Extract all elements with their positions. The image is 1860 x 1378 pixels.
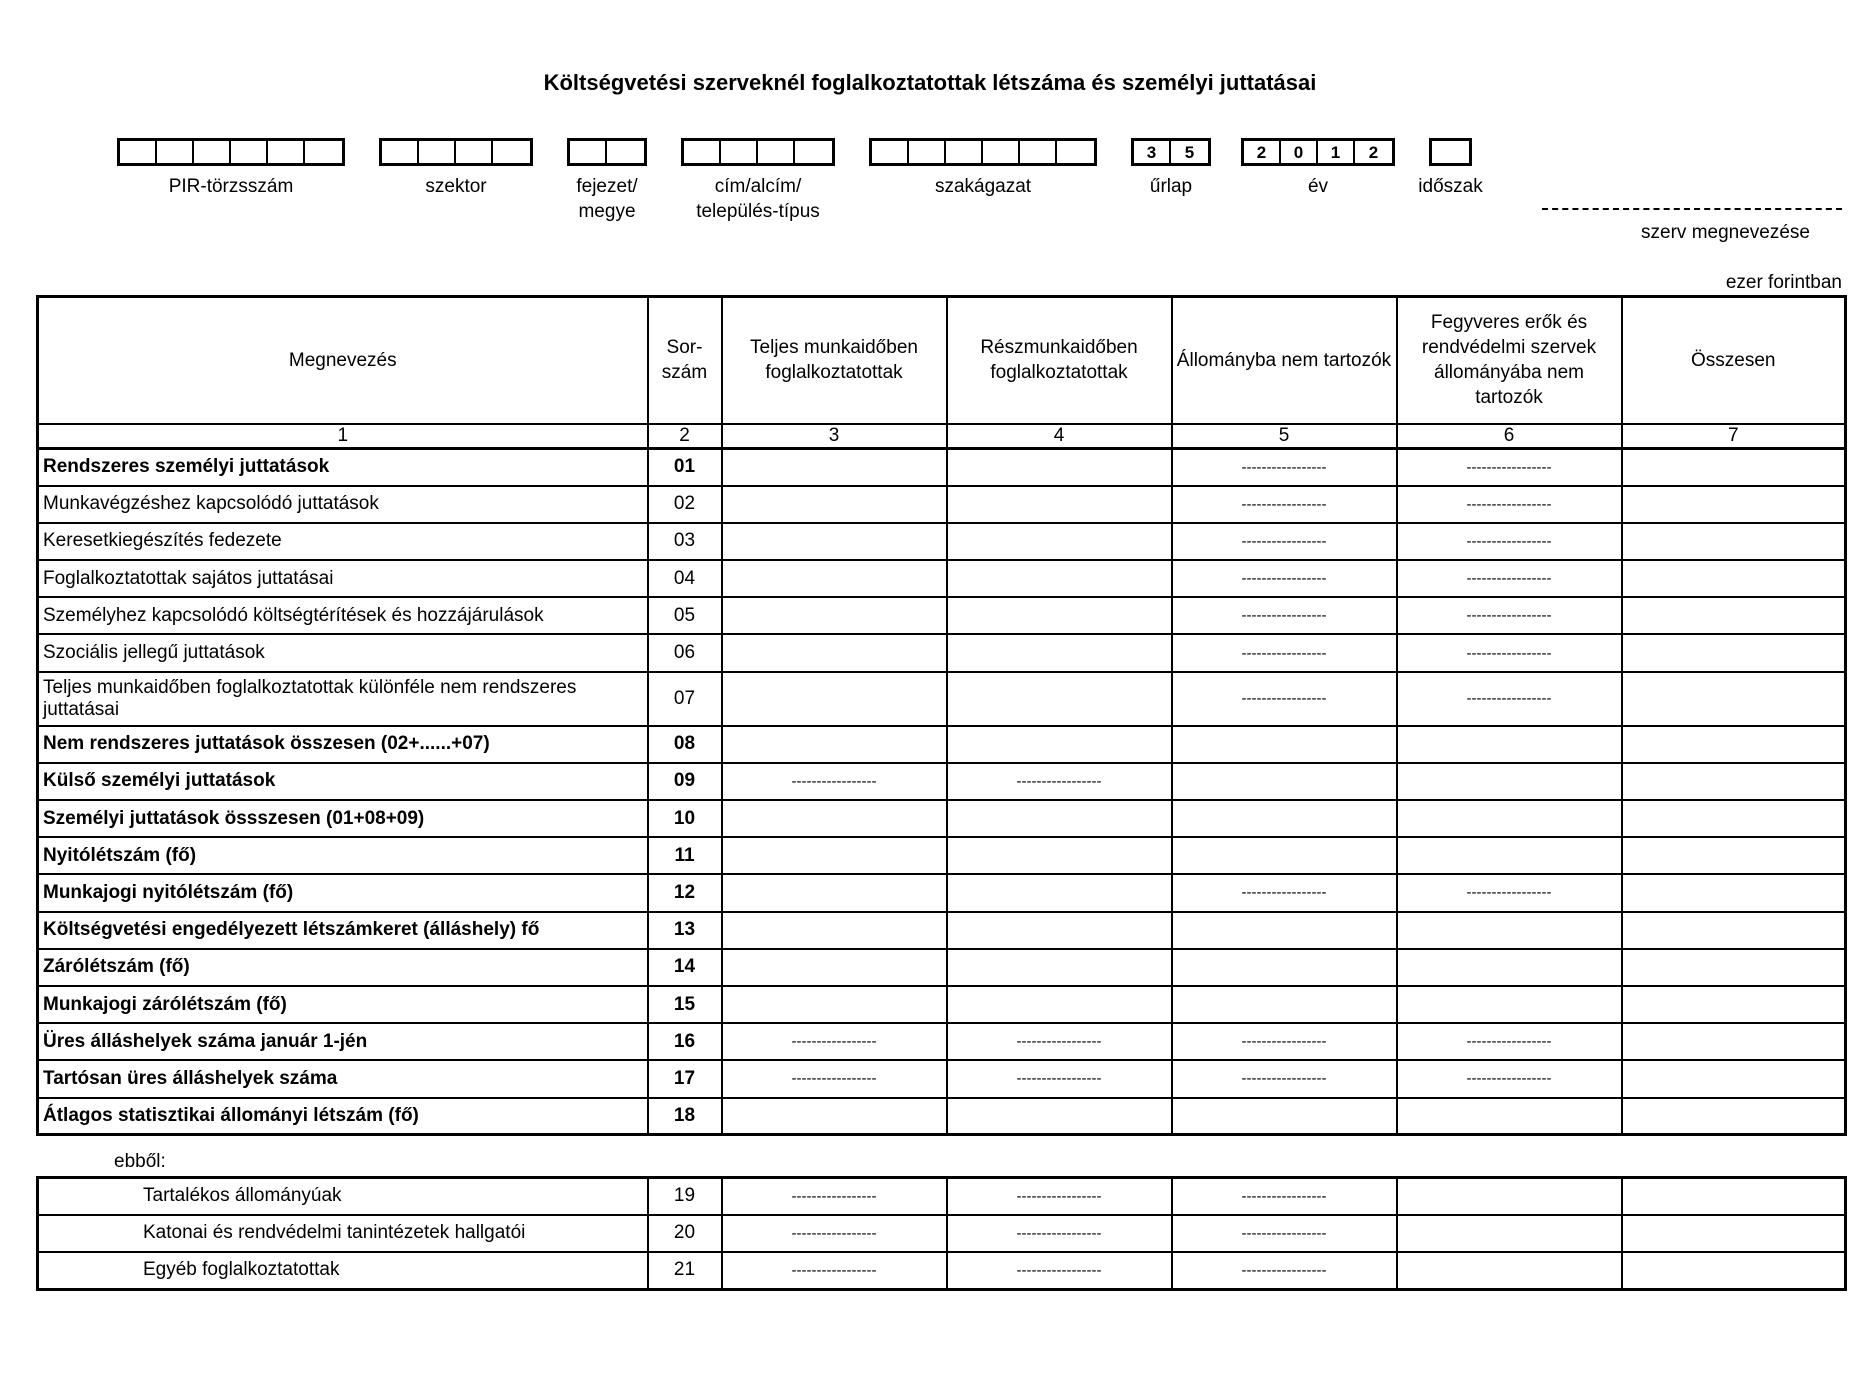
input-cell[interactable]: [722, 449, 947, 486]
code-cell[interactable]: 0: [1281, 141, 1318, 163]
input-cell[interactable]: [1622, 726, 1846, 763]
column-header: Teljes munkaidőben foglalkoztatottak: [722, 297, 947, 424]
row-number: 06: [648, 634, 722, 671]
row-label: Foglalkoztatottak sajátos juttatásai: [38, 560, 648, 597]
table-row: [38, 1215, 1846, 1252]
input-cell[interactable]: [722, 800, 947, 837]
table-row: [38, 874, 1846, 911]
input-cell[interactable]: [1622, 1060, 1846, 1097]
column-number-row: [38, 424, 1846, 449]
row-number: 11: [648, 837, 722, 874]
code-cell[interactable]: [382, 141, 419, 163]
not-applicable-cell: -----------------: [947, 1060, 1172, 1097]
row-number: 12: [648, 874, 722, 911]
column-number: 3: [722, 424, 947, 449]
column-header: Megnevezés: [38, 297, 648, 424]
code-cell[interactable]: [305, 141, 342, 163]
input-cell[interactable]: [1622, 800, 1846, 837]
code-cell[interactable]: [758, 141, 795, 163]
row-label: Átlagos statisztikai állományi létszám (fő): [38, 1098, 648, 1135]
input-cell[interactable]: [722, 912, 947, 949]
input-cell[interactable]: [947, 449, 1172, 486]
table-row: [38, 1023, 1846, 1060]
input-cell[interactable]: [947, 986, 1172, 1023]
input-cell[interactable]: [722, 986, 947, 1023]
not-applicable-cell: -----------------: [1172, 1252, 1397, 1289]
table-row: [38, 726, 1846, 763]
header-row: [38, 297, 1846, 424]
input-cell[interactable]: [722, 837, 947, 874]
input-cell[interactable]: [1622, 837, 1846, 874]
input-cell[interactable]: [947, 523, 1172, 560]
code-cell[interactable]: [120, 141, 157, 163]
input-cell[interactable]: [947, 634, 1172, 671]
not-applicable-cell: -----------------: [1172, 1023, 1397, 1060]
not-applicable-cell: -----------------: [1172, 672, 1397, 726]
column-header: Fegyveres erők és rendvédelmi szervek állományába nem tartozók: [1397, 297, 1622, 424]
row-number: 02: [648, 486, 722, 523]
input-cell[interactable]: [1622, 986, 1846, 1023]
input-cell[interactable]: [1397, 1252, 1622, 1289]
code-label: év: [1307, 176, 1329, 197]
input-cell[interactable]: [947, 874, 1172, 911]
code-group: [869, 138, 1097, 197]
table-row: [38, 449, 1846, 486]
code-label: szakágazat: [934, 176, 1032, 197]
row-number: 09: [648, 763, 722, 800]
not-applicable-cell: -----------------: [722, 1252, 947, 1289]
main-table: [36, 295, 1847, 1136]
code-cell[interactable]: 1: [1318, 141, 1355, 163]
code-boxes: [681, 138, 835, 166]
code-group: [379, 138, 533, 197]
code-group: [1241, 138, 1395, 197]
input-cell[interactable]: [947, 726, 1172, 763]
table-row: [38, 1098, 1846, 1135]
input-cell[interactable]: [722, 726, 947, 763]
table-row: [38, 763, 1846, 800]
not-applicable-cell: -----------------: [947, 1178, 1172, 1215]
not-applicable-cell: -----------------: [1172, 1215, 1397, 1252]
input-cell[interactable]: [1397, 1098, 1622, 1135]
input-cell[interactable]: [1397, 726, 1622, 763]
input-cell[interactable]: [1622, 912, 1846, 949]
row-label: Tartalékos állományúak: [38, 1178, 648, 1215]
input-cell[interactable]: [1397, 1215, 1622, 1252]
column-number: 2: [648, 424, 722, 449]
table-row: [38, 837, 1846, 874]
code-group: [1418, 138, 1483, 197]
input-cell[interactable]: [947, 597, 1172, 634]
table-row: [38, 986, 1846, 1023]
code-cell[interactable]: [1020, 141, 1057, 163]
not-applicable-cell: -----------------: [947, 1215, 1172, 1252]
row-label: Zárólétszám (fő): [38, 949, 648, 986]
input-cell[interactable]: [947, 560, 1172, 597]
input-cell[interactable]: [1172, 949, 1397, 986]
input-cell[interactable]: [722, 949, 947, 986]
code-cell[interactable]: [872, 141, 909, 163]
row-number: 14: [648, 949, 722, 986]
row-label: Teljes munkaidőben foglalkoztatottak különféle nem rendszeres juttatásai: [38, 672, 648, 726]
row-label: Tartósan üres álláshelyek száma: [38, 1060, 648, 1097]
input-cell[interactable]: [1397, 837, 1622, 874]
row-label: Üres álláshelyek száma január 1-jén: [38, 1023, 648, 1060]
not-applicable-cell: -----------------: [1397, 634, 1622, 671]
not-applicable-cell: -----------------: [1172, 597, 1397, 634]
code-cell[interactable]: [795, 141, 832, 163]
input-cell[interactable]: [1172, 986, 1397, 1023]
input-cell[interactable]: [722, 1098, 947, 1135]
code-group: [681, 138, 835, 222]
not-applicable-cell: -----------------: [1172, 1178, 1397, 1215]
code-cell[interactable]: [268, 141, 305, 163]
input-cell[interactable]: [1622, 1178, 1846, 1215]
row-label: Munkavégzéshez kapcsolódó juttatások: [38, 486, 648, 523]
input-cell[interactable]: [722, 486, 947, 523]
row-label: Költségvetési engedélyezett létszámkeret (álláshely) fő: [38, 912, 648, 949]
input-cell[interactable]: [1172, 912, 1397, 949]
row-number: 04: [648, 560, 722, 597]
not-applicable-cell: -----------------: [1172, 1060, 1397, 1097]
not-applicable-cell: -----------------: [1397, 523, 1622, 560]
code-cell[interactable]: 5: [1184, 143, 1195, 162]
code-label: űrlap: [1149, 176, 1193, 197]
code-label: cím/alcím/ település-típus: [696, 176, 820, 222]
row-label: Nem rendszeres juttatások összesen (02+......+07): [38, 726, 648, 763]
row-number: 08: [648, 726, 722, 763]
column-header: Állományba nem tartozók: [1172, 297, 1397, 424]
table-row: [38, 672, 1846, 726]
table-row: [38, 560, 1846, 597]
code-cell[interactable]: [721, 141, 758, 163]
row-label: Személyi juttatások össszesen (01+08+09): [38, 800, 648, 837]
not-applicable-cell: -----------------: [1397, 874, 1622, 911]
input-cell[interactable]: [1172, 726, 1397, 763]
not-applicable-cell: -----------------: [1397, 449, 1622, 486]
code-cell[interactable]: [570, 141, 607, 163]
input-cell[interactable]: [1397, 912, 1622, 949]
input-cell[interactable]: [1622, 672, 1846, 726]
input-cell[interactable]: [722, 560, 947, 597]
code-cell[interactable]: [456, 141, 493, 163]
input-cell[interactable]: [1397, 800, 1622, 837]
input-cell[interactable]: [722, 597, 947, 634]
row-label: Egyéb foglalkoztatottak: [38, 1252, 648, 1289]
code-boxes: [379, 138, 533, 166]
code-cell[interactable]: [419, 141, 456, 163]
code-cell[interactable]: [493, 141, 530, 163]
sub-table: [36, 1176, 1847, 1291]
not-applicable-cell: -----------------: [1397, 597, 1622, 634]
input-cell[interactable]: [1622, 449, 1846, 486]
table-row: [38, 597, 1846, 634]
input-cell[interactable]: [722, 874, 947, 911]
table-row: [38, 800, 1846, 837]
not-applicable-cell: -----------------: [1172, 486, 1397, 523]
table-row: [38, 523, 1846, 560]
row-label: Munkajogi zárólétszám (fő): [38, 986, 648, 1023]
input-cell[interactable]: [1397, 1178, 1622, 1215]
input-cell[interactable]: [722, 634, 947, 671]
row-label: Keresetkiegészítés fedezete: [38, 523, 648, 560]
code-label: fejezet/ megye: [576, 176, 638, 222]
row-label: Szociális jellegű juttatások: [38, 634, 648, 671]
not-applicable-cell: -----------------: [1397, 486, 1622, 523]
org-name-label: szerv megnevezése: [1641, 222, 1810, 243]
input-cell[interactable]: [947, 672, 1172, 726]
column-header: Összesen: [1622, 297, 1846, 424]
code-cell[interactable]: [946, 141, 983, 163]
code-cell[interactable]: [1432, 141, 1469, 163]
row-label: Nyitólétszám (fő): [38, 837, 648, 874]
input-cell[interactable]: [1622, 763, 1846, 800]
input-cell[interactable]: [947, 486, 1172, 523]
row-number: 20: [648, 1215, 722, 1252]
input-cell[interactable]: [947, 912, 1172, 949]
table-row: [38, 1178, 1846, 1215]
input-cell[interactable]: [1622, 523, 1846, 560]
not-applicable-cell: -----------------: [1172, 560, 1397, 597]
code-cell[interactable]: [607, 141, 644, 163]
code-boxes: [869, 138, 1097, 166]
code-boxes: [117, 138, 345, 166]
not-applicable-cell: -----------------: [947, 1023, 1172, 1060]
table-row: [38, 1060, 1846, 1097]
code-cell[interactable]: 3: [1134, 141, 1171, 163]
input-cell[interactable]: [1622, 1215, 1846, 1252]
input-cell[interactable]: [1622, 560, 1846, 597]
not-applicable-cell: -----------------: [947, 1252, 1172, 1289]
row-number: 03: [648, 523, 722, 560]
code-group: [117, 138, 345, 197]
ebbol-label: ebből:: [114, 1151, 166, 1172]
row-number: 13: [648, 912, 722, 949]
input-cell[interactable]: [1622, 597, 1846, 634]
row-number: 18: [648, 1098, 722, 1135]
input-cell[interactable]: [947, 949, 1172, 986]
input-cell[interactable]: [722, 672, 947, 726]
column-header: Részmunkaidőben foglalkoztatottak: [947, 297, 1172, 424]
column-header: Sor- szám: [648, 297, 722, 424]
row-label: Személyhez kapcsolódó költségtérítések és hozzájárulások: [38, 597, 648, 634]
not-applicable-cell: -----------------: [1172, 449, 1397, 486]
input-cell[interactable]: [947, 1098, 1172, 1135]
unit-label: ezer forintban: [1725, 272, 1842, 293]
input-cell[interactable]: [1397, 986, 1622, 1023]
not-applicable-cell: -----------------: [722, 1178, 947, 1215]
code-cell[interactable]: [194, 141, 231, 163]
table-row: [38, 912, 1846, 949]
not-applicable-cell: -----------------: [722, 1060, 947, 1097]
code-group: [567, 138, 647, 222]
input-cell[interactable]: [1622, 874, 1846, 911]
not-applicable-cell: -----------------: [1172, 874, 1397, 911]
row-label: Külső személyi juttatások: [38, 763, 648, 800]
column-number: 1: [38, 424, 648, 449]
code-cell[interactable]: 2: [1368, 143, 1379, 162]
input-cell[interactable]: [1622, 1098, 1846, 1135]
column-number: 6: [1397, 424, 1622, 449]
input-cell[interactable]: [1397, 763, 1622, 800]
code-cell[interactable]: [684, 141, 721, 163]
row-number: 05: [648, 597, 722, 634]
input-cell[interactable]: [1622, 949, 1846, 986]
row-label: Munkajogi nyitólétszám (fő): [38, 874, 648, 911]
table-row: [38, 634, 1846, 671]
table-row: [38, 486, 1846, 523]
not-applicable-cell: -----------------: [1397, 560, 1622, 597]
code-boxes: [1241, 138, 1395, 166]
row-number: 07: [648, 672, 722, 726]
input-cell[interactable]: [1172, 1098, 1397, 1135]
row-label: Katonai és rendvédelmi tanintézetek hallgatói: [38, 1215, 648, 1252]
code-label: PIR-törzsszám: [168, 176, 294, 197]
not-applicable-cell: -----------------: [947, 763, 1172, 800]
not-applicable-cell: -----------------: [1397, 1023, 1622, 1060]
code-label: időszak: [1418, 176, 1483, 197]
input-cell[interactable]: [947, 837, 1172, 874]
input-cell[interactable]: [947, 800, 1172, 837]
code-cell[interactable]: [231, 141, 268, 163]
form-title: Költségvetési szerveknél foglalkoztatottak létszáma és személyi juttatásai: [543, 70, 1317, 95]
table-row: [38, 949, 1846, 986]
code-cell[interactable]: [983, 141, 1020, 163]
code-cell[interactable]: [1057, 141, 1094, 163]
code-group: [1131, 138, 1211, 197]
code-label: szektor: [425, 176, 487, 197]
code-boxes: [567, 138, 647, 166]
input-cell[interactable]: [722, 523, 947, 560]
row-number: 21: [648, 1252, 722, 1289]
input-cell[interactable]: [1622, 486, 1846, 523]
input-cell[interactable]: [1172, 837, 1397, 874]
code-boxes: [1131, 138, 1211, 166]
not-applicable-cell: -----------------: [1397, 1060, 1622, 1097]
not-applicable-cell: -----------------: [722, 1215, 947, 1252]
column-number: 5: [1172, 424, 1397, 449]
not-applicable-cell: -----------------: [1172, 523, 1397, 560]
not-applicable-cell: -----------------: [722, 763, 947, 800]
row-number: 16: [648, 1023, 722, 1060]
row-number: 15: [648, 986, 722, 1023]
input-cell[interactable]: [1622, 634, 1846, 671]
code-cell[interactable]: [157, 141, 194, 163]
row-number: 01: [648, 449, 722, 486]
code-cell[interactable]: [909, 141, 946, 163]
code-boxes: [1429, 138, 1472, 166]
column-number: 7: [1622, 424, 1846, 449]
code-cell[interactable]: 2: [1244, 141, 1281, 163]
not-applicable-cell: -----------------: [1397, 672, 1622, 726]
not-applicable-cell: -----------------: [722, 1023, 947, 1060]
row-label: Rendszeres személyi juttatások: [38, 449, 648, 486]
column-number: 4: [947, 424, 1172, 449]
input-cell[interactable]: [1397, 949, 1622, 986]
input-cell[interactable]: [1622, 1023, 1846, 1060]
input-cell[interactable]: [1622, 1252, 1846, 1289]
input-cell[interactable]: [1172, 800, 1397, 837]
table-row: [38, 1252, 1846, 1289]
row-number: 10: [648, 800, 722, 837]
org-name-line[interactable]: [1542, 208, 1842, 210]
input-cell[interactable]: [1172, 763, 1397, 800]
row-number: 17: [648, 1060, 722, 1097]
row-number: 19: [648, 1178, 722, 1215]
not-applicable-cell: -----------------: [1172, 634, 1397, 671]
